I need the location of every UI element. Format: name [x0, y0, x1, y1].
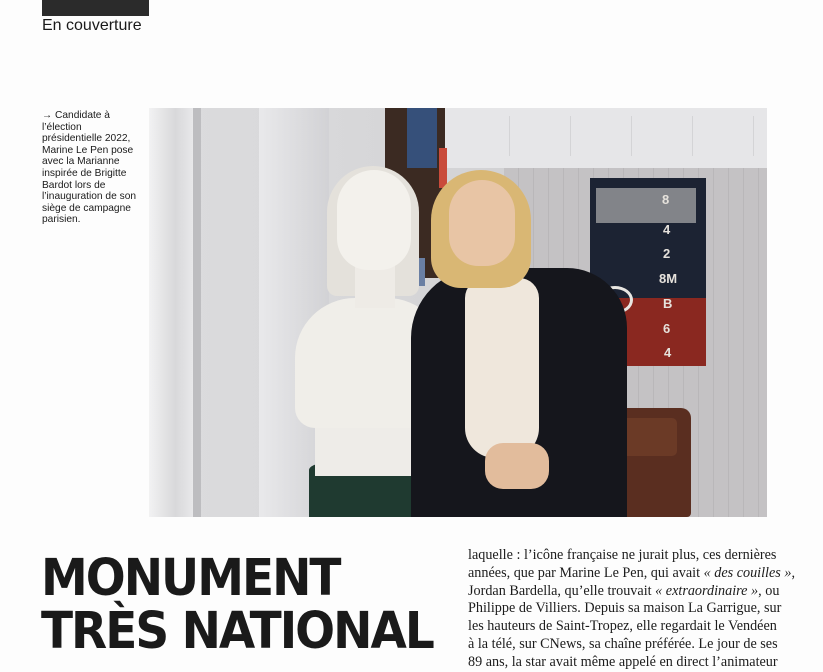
photo-caption — [42, 110, 138, 226]
article-body — [468, 547, 796, 672]
painting-number: 2 — [663, 246, 671, 261]
body-text-run: les hauteurs de Saint-Tropez, elle regardait le Vendéen — [468, 618, 777, 635]
body-line — [468, 600, 782, 618]
painting-number: 8M — [659, 271, 678, 286]
headline — [41, 548, 441, 662]
painting-number: 4 — [663, 222, 671, 237]
body-text-run: Jordan Bardella, qu’elle trouvait — [468, 582, 656, 599]
body-line — [468, 635, 778, 654]
body-line — [468, 618, 777, 636]
body-text-run: , — [791, 564, 796, 581]
body-text-run: laquelle : l’icône française ne jurait plus, ces dernières — [468, 547, 777, 563]
painting-number: 6 — [663, 321, 671, 336]
body-quote: « extraordinaire » — [655, 582, 759, 599]
body-text-run: , ou — [758, 582, 780, 599]
body-quote: « des couilles » — [703, 564, 792, 581]
caption-text: Candidate à l’élection présidentielle 2022, Marine Le Pen pose avec la Marianne inspirée de Brigitte Bardot lors de l’inauguration de son siège de campagne parisien. — [42, 110, 137, 226]
body-line — [468, 564, 796, 583]
headline-line: MONUMENT — [41, 548, 340, 609]
cover-photo — [149, 108, 767, 517]
body-line — [468, 547, 777, 565]
section-label: En couverture — [42, 17, 142, 34]
body-text-run: 89 ans, la star avait même appelé en direct l’animateur — [468, 653, 778, 670]
arrow-right-icon: → — [42, 110, 53, 121]
painting-number: 8 — [662, 192, 670, 207]
body-text-run: Philippe de Villiers. Depuis sa maison La Garrigue, sur — [468, 600, 782, 617]
body-line — [468, 653, 778, 672]
body-text-run: années, que par Marine Le Pen, qui avait — [468, 564, 704, 581]
headline-line: TRÈS NATIONAL — [41, 601, 433, 662]
body-text-run: à la télé, sur CNews, sa chaîne préférée. Le jour de ses — [468, 635, 778, 652]
person — [449, 180, 515, 266]
body-line — [468, 582, 780, 601]
painting-number: 4 — [664, 345, 672, 360]
painting-number: B — [663, 296, 673, 311]
top-rule — [42, 0, 149, 16]
